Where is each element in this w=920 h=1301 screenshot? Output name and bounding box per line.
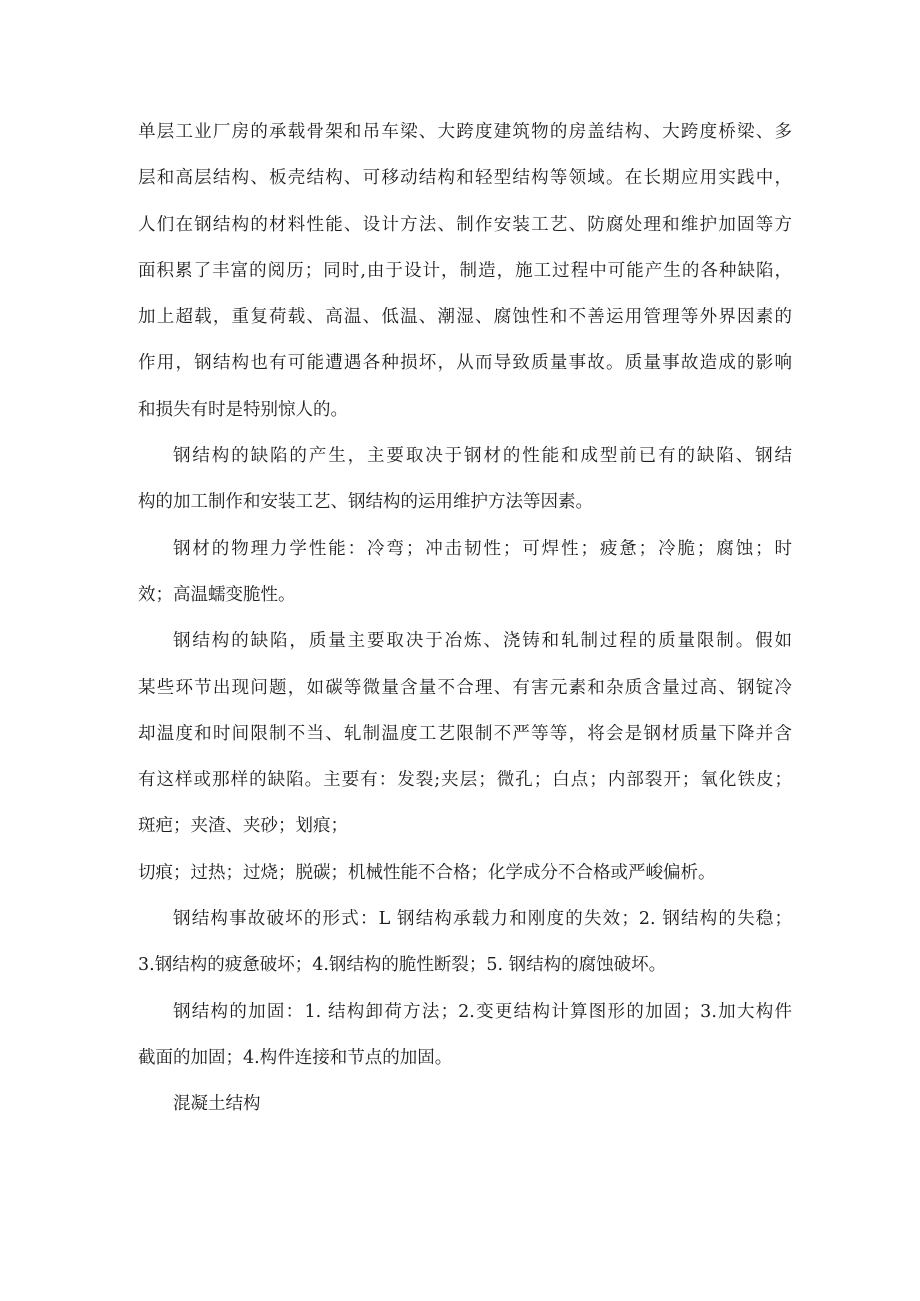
text-line-10: 钢材的物理力学性能：冷弯；冲击韧性；可焊性；疲惫；冷脆；腐蚀；时 <box>173 538 792 559</box>
text-line-4: 面积累了丰富的阅历；同时,由于设计，制造，施工过程中可能产生的各种缺陷， <box>138 260 792 281</box>
text-line-8: 钢结构的缺陷的产生，主要取决于钢材的性能和成型前已有的缺陷、钢结 <box>173 446 792 467</box>
text-line-15: 有这样或那样的缺陷。主要有：发裂;夹层；微孔；白点；内部裂开；氧化铁皮； <box>138 770 792 791</box>
text-line-14: 却温度和时间限制不当、轧制温度工艺限制不严等等，将会是钢材质量下降并含 <box>138 723 792 744</box>
text-line-2: 层和高层结构、板壳结构、可移动结构和轻型结构等领域。在长期应用实践中， <box>138 168 792 189</box>
text-line-20: 钢结构的加固：1. 结构卸荷方法；2.变更结构计算图形的加固；3.加大构件 <box>173 1001 792 1022</box>
text-line-1: 单层工业厂房的承载骨架和吊车梁、大跨度建筑物的房盖结构、大跨度桥梁、多 <box>138 122 792 142</box>
text-line-11: 效；高温蠕变脆性。 <box>138 584 296 605</box>
text-line-13: 某些环节出现问题，如碳等微量含量不合理、有害元素和杂质含量过高、钢锭冷 <box>138 677 792 698</box>
section-heading: 混凝土结构 <box>173 1094 261 1115</box>
text-line-7: 和损失有时是特别惊人的。 <box>138 399 348 420</box>
text-line-5: 加上超载，重复荷载、高温、低温、潮湿、腐蚀性和不善运用管理等外界因素的 <box>138 307 792 328</box>
text-line-6: 作用，钢结构也有可能遭遇各种损坏，从而导致质量事故。质量事故造成的影响 <box>138 353 792 374</box>
text-line-9: 构的加工制作和安装工艺、钢结构的运用维护方法等因素。 <box>138 492 593 513</box>
text-line-21: 截面的加固；4.构件连接和节点的加固。 <box>138 1047 453 1068</box>
text-line-18: 钢结构事故破坏的形式：L 钢结构承载力和刚度的失效；2. 钢结构的失稳； <box>173 909 792 930</box>
text-line-19: 3.钢结构的疲惫破坏；4.钢结构的脆性断裂；5. 钢结构的腐蚀破坏。 <box>138 955 667 976</box>
text-line-17: 切痕；过热；过烧；脱碳；机械性能不合格；化学成分不合格或严峻偏析。 <box>138 862 716 883</box>
text-line-16: 斑疤；夹渣、夹砂；划痕； <box>138 816 348 837</box>
document-body <box>138 114 792 1133</box>
text-line-3: 人们在钢结构的材料性能、设计方法、制作安装工艺、防腐处理和维护加固等方 <box>138 214 792 235</box>
text-line-12: 钢结构的缺陷，质量主要取决于冶炼、浇铸和轧制过程的质量限制。假如 <box>173 631 792 652</box>
